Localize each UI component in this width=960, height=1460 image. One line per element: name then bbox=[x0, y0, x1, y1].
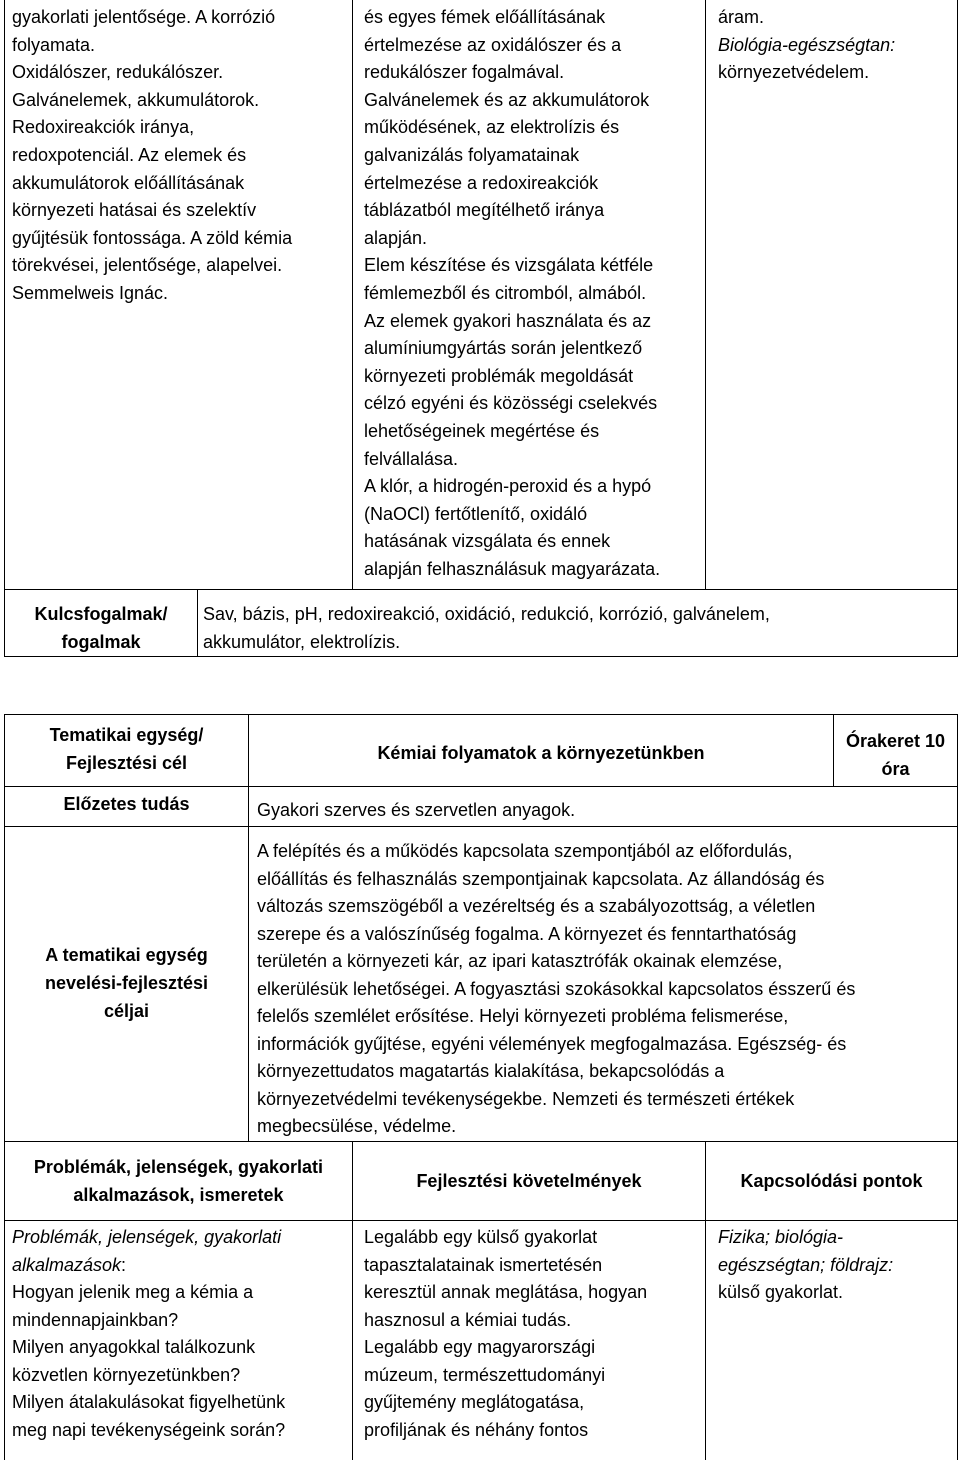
body-links-subjects: egészségtan; földrajz: bbox=[718, 1254, 894, 1275]
body-problems-intro-italic: alkalmazások bbox=[12, 1254, 122, 1275]
requirements-line: alapján. bbox=[364, 227, 428, 248]
body-links-text bbox=[718, 1224, 954, 1307]
goals-label-line: A tematikai egység bbox=[45, 945, 208, 965]
header-links: Kapcsolódási pontok bbox=[740, 1171, 923, 1191]
topics-line: törekvései, jelentősége, alapelvei. bbox=[12, 255, 283, 276]
requirements-line: működésének, az elektrolízis és bbox=[364, 117, 620, 138]
topics-line: Galvánelemek, akkumulátorok. bbox=[12, 89, 260, 110]
requirements-line: Elem készítése és vizsgálata kétféle bbox=[364, 255, 654, 276]
goals-line: szerepe és a valószínűség fogalma. A környezet és fenntarthatóság bbox=[257, 923, 797, 944]
body-requirements-line: hasznosul a kémiai tudás. bbox=[364, 1309, 572, 1330]
header-problems-line: Problémák, jelenségek, gyakorlati bbox=[33, 1157, 324, 1177]
links-text bbox=[718, 4, 954, 87]
keywords-label bbox=[4, 601, 198, 656]
goals-line: környezettudatos magatartás kialakítása, bekapcsolódás a bbox=[257, 1061, 725, 1081]
top-table-cell-links bbox=[705, 0, 958, 590]
keywords-label-line: Kulcsfogalmak/ bbox=[34, 604, 168, 624]
body-links-subjects: Fizika; biológia- bbox=[718, 1227, 844, 1247]
unit-label bbox=[4, 722, 249, 777]
requirements-line: célzó egyéni és közösségi cselekvés bbox=[364, 393, 658, 414]
body-requirements-line: múzeum, természettudományi bbox=[364, 1364, 606, 1385]
keywords-line: Sav, bázis, pH, redoxireakció, oxidáció, redukció, korrózió, galvánelem, bbox=[203, 604, 770, 624]
unit-label-line: Fejlesztési cél bbox=[65, 752, 188, 773]
goals-line: megbecsülése, védelme. bbox=[257, 1116, 457, 1136]
goals-line: előállítás és felhasználás szempontjainak kapcsolata. Az állandóság és bbox=[257, 868, 825, 889]
requirements-line: környezeti problémák megoldását bbox=[364, 365, 634, 386]
body-requirements-line: Legalább egy magyarországi bbox=[364, 1337, 596, 1357]
prior-text: Gyakori szerves és szervetlen anyagok. bbox=[257, 800, 576, 820]
body-links-line: külső gyakorlat. bbox=[718, 1282, 844, 1302]
body-problems-intro-2 bbox=[12, 1252, 350, 1280]
body-problems-intro-colon: : bbox=[121, 1254, 127, 1275]
goals-line: felelős szemlélet erősítése. Helyi környezeti probléma felismerése, bbox=[257, 1006, 789, 1026]
requirements-line: felvállalása. bbox=[364, 448, 459, 469]
requirements-line: lehetőségeinek megértése és bbox=[364, 420, 600, 441]
body-requirements-line: Legalább egy külső gyakorlat bbox=[364, 1227, 598, 1247]
unit-hours-line: Órakeret 10 bbox=[845, 731, 946, 751]
header-problems bbox=[4, 1154, 353, 1209]
requirements-line: értelmezése az oxidálószer és a bbox=[364, 34, 622, 55]
topics-line: környezeti hatásai és szelektív bbox=[12, 200, 257, 221]
requirements-line: alumíniumgyártás során jelentkező bbox=[364, 338, 643, 359]
links-line: környezetvédelem. bbox=[718, 62, 870, 83]
goals-label-line: nevelési-fejlesztési bbox=[44, 973, 209, 993]
body-requirements-line: tapasztalatainak ismertetésén bbox=[364, 1254, 603, 1275]
body-problems-line: meg napi tevékenységeink során? bbox=[12, 1419, 286, 1440]
requirements-line: táblázatból megítélhető iránya bbox=[364, 200, 605, 221]
topics-line: Semmelweis Ignác. bbox=[12, 282, 169, 303]
keywords-line: akkumulátor, elektrolízis. bbox=[203, 631, 401, 652]
topics-line: Redoxireakciók iránya, bbox=[12, 117, 195, 138]
body-problems-text bbox=[12, 1224, 350, 1444]
requirements-line: alapján felhasználásuk magyarázata. bbox=[364, 558, 661, 579]
keywords-text bbox=[203, 601, 953, 656]
body-problems-line: közvetlen környezetünkben? bbox=[12, 1364, 241, 1385]
goals-line: környezetvédelmi tevékenységekbe. Nemzeti és természeti értékek bbox=[257, 1088, 795, 1109]
goals-line: elkerülésük lehetőségei. A fogyasztási szokásokkal kapcsolatos ésszerű és bbox=[257, 978, 856, 999]
body-problems-intro: Problémák, jelenségek, gyakorlati bbox=[12, 1227, 282, 1247]
body-requirements-text bbox=[364, 1224, 702, 1444]
body-requirements-line: profiljának és néhány fontos bbox=[364, 1419, 589, 1440]
topics-line: Oxidálószer, redukálószer. bbox=[12, 62, 224, 83]
requirements-line: Az elemek gyakori használata és az bbox=[364, 310, 652, 331]
topics-line: folyamata. bbox=[12, 34, 96, 55]
body-requirements-line: keresztül annak meglátása, hogyan bbox=[364, 1282, 648, 1302]
unit-hours bbox=[833, 728, 958, 783]
keywords-label-line: fogalmak bbox=[61, 631, 141, 652]
requirements-line: és egyes fémek előállításának bbox=[364, 7, 606, 27]
unit-title: Kémiai folyamatok a környezetünkben bbox=[377, 743, 705, 763]
header-problems-line: alkalmazások, ismeretek bbox=[73, 1184, 284, 1205]
requirements-line: (NaOCl) fertőtlenítő, oxidáló bbox=[364, 503, 588, 524]
prior-label: Előzetes tudás bbox=[63, 794, 190, 814]
topics-line: gyakorlati jelentősége. A korrózió bbox=[12, 7, 276, 27]
requirements-line: hatásának vizsgálata és ennek bbox=[364, 531, 611, 552]
links-subject: Biológia-egészségtan: bbox=[718, 34, 896, 55]
topics-line: gyűjtésük fontossága. A zöld kémia bbox=[12, 227, 293, 248]
topics-line: akkumulátorok előállításának bbox=[12, 172, 245, 193]
links-line: áram. bbox=[718, 7, 765, 27]
goals-text bbox=[257, 838, 952, 1141]
body-problems-line: Hogyan jelenik meg a kémia a bbox=[12, 1282, 254, 1302]
body-problems-line: Milyen anyagokkal találkozunk bbox=[12, 1337, 256, 1357]
goals-line: területén a környezeti kár, az ipari katasztrófák okainak elemzése, bbox=[257, 951, 783, 971]
requirements-line: fémlemezből és citromból, almából. bbox=[364, 282, 647, 303]
requirements-line: redukálószer fogalmával. bbox=[364, 62, 565, 83]
requirements-text bbox=[364, 4, 702, 583]
requirements-line: értelmezése a redoxireakciók bbox=[364, 172, 599, 193]
body-requirements-line: gyűjtemény meglátogatása, bbox=[364, 1392, 585, 1412]
unit-hours-line: óra bbox=[881, 758, 910, 779]
goals-line: információk gyűjtése, egyéni vélemények megfogalmazása. Egészség- és bbox=[257, 1033, 847, 1054]
unit-label-line: Tematikai egység/ bbox=[49, 725, 204, 745]
header-requirements: Fejlesztési követelmények bbox=[416, 1171, 642, 1191]
topics-text bbox=[12, 4, 348, 308]
goals-label bbox=[4, 941, 249, 1025]
body-problems-line: Milyen átalakulásokat figyelhetünk bbox=[12, 1392, 286, 1412]
goals-line: A felépítés és a működés kapcsolata szempontjából az előfordulás, bbox=[257, 841, 793, 861]
requirements-line: A klór, a hidrogén-peroxid és a hypó bbox=[364, 476, 652, 497]
requirements-line: Galvánelemek és az akkumulátorok bbox=[364, 89, 650, 110]
topics-line: redoxpotenciál. Az elemek és bbox=[12, 144, 247, 165]
goals-label-line: céljai bbox=[103, 1001, 150, 1021]
body-problems-line: mindennapjainkban? bbox=[12, 1309, 179, 1330]
requirements-line: galvanizálás folyamatainak bbox=[364, 144, 580, 165]
goals-line: változás szemszögéből a vezéreltség és a szabályozottság, a véletlen bbox=[257, 896, 816, 916]
